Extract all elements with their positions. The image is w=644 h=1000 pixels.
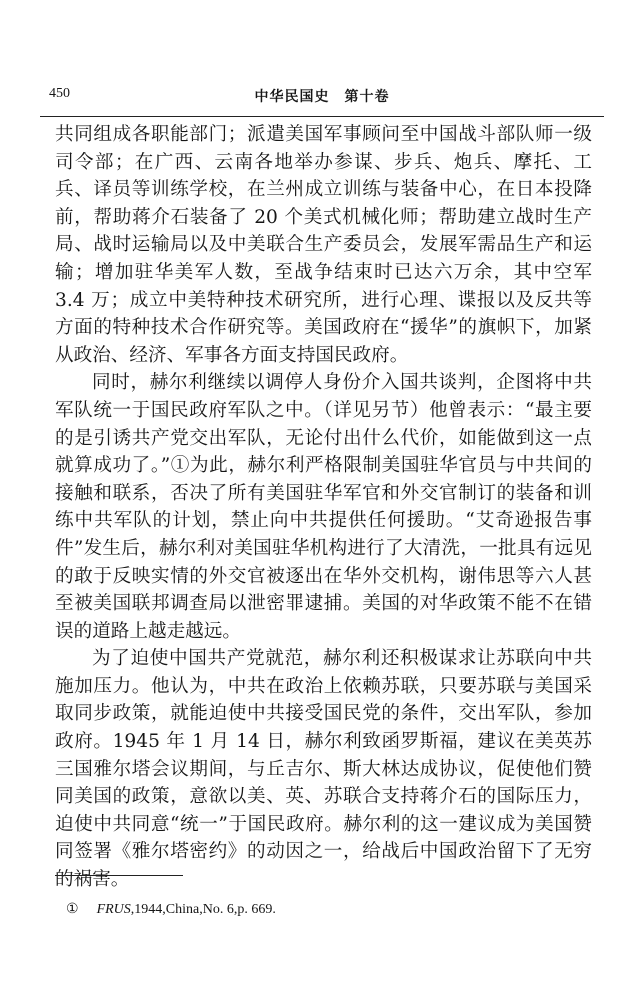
footnote-source: FRUS	[96, 902, 131, 917]
page-number: 450	[49, 86, 70, 101]
footnote-marker: ①	[66, 902, 79, 917]
footnote-rule	[55, 875, 183, 876]
footnote-citation: ,1944,China,No. 6,p. 669.	[130, 902, 276, 917]
paragraph: 同时，赫尔利继续以调停人身份介入国共谈判，企图将中共军队统一于国民政府军队之中。（详见另节）他曾表示：“最主要的是引诱共产党交出军队，无论付出什么代价，如能做到这一点就算成功了。”①为此，赫尔利严格限制美国驻华官员与中共间的接触和联系，否决了所有美国驻华军官和外交官制订的装备和训练中共军队的计划，禁止向中共提供任何援助。“艾奇逊报告事件”发生后，赫尔利对美国驻华机构进行了大清洗，一批具有远见的敢于反映实情的外交官被逐出在华外交机构，谢伟思等六人甚至被美国联邦调查局以泄密罪逮捕。美国的对华政策不能不在错误的道路上越走越远。	[55, 372, 592, 642]
page-header	[40, 86, 604, 110]
body-text	[55, 121, 592, 894]
paragraph-continued: 共同组成各职能部门；派遣美国军事顾问至中国战斗部队师一级司令部；在广西、云南各地举办参谋、步兵、炮兵、摩托、工兵、译员等训练学校，在兰州成立训练与装备中心，在日本投降前，帮助蒋介石装备了 20 个美式机械化师；帮助建立战时生产局、战时运输局以及中美联合生产委员会，发展军需品生产和运输；增加驻华美军人数，至战争结束时已达六万余，其中空军 3.4 万；成立中美特种技术研究所，进行心理、谍报以及反共等方面的特种技术合作研究等。美国政府在“援华”的旗帜下，加紧从政治、经济、军事各方面支持国民政府。	[55, 124, 592, 366]
footnote	[66, 901, 276, 918]
header-rule	[40, 116, 604, 117]
paragraph: 为了迫使中国共产党就范，赫尔利还积极谋求让苏联向中共施加压力。他认为，中共在政治上依赖苏联，只要苏联与美国采取同步政策，就能迫使中共接受国民党的条件，交出军队，参加政府。1945 年 1 月 14 日，赫尔利致函罗斯福，建议在美英苏三国雅尔塔会议期间，与丘吉尔、斯大林达成协议，促使他们赞同美国的政策，意欲以美、英、苏联合支持蒋介石的国际压力，迫使中共同意“统一”于国民政府。赫尔利的这一建议成为美国赞同签署《雅尔塔密约》的动因之一，给战后中国政治留下了无穷的祸害。	[55, 648, 592, 891]
running-head: 中华民国史 第十卷	[254, 89, 390, 105]
